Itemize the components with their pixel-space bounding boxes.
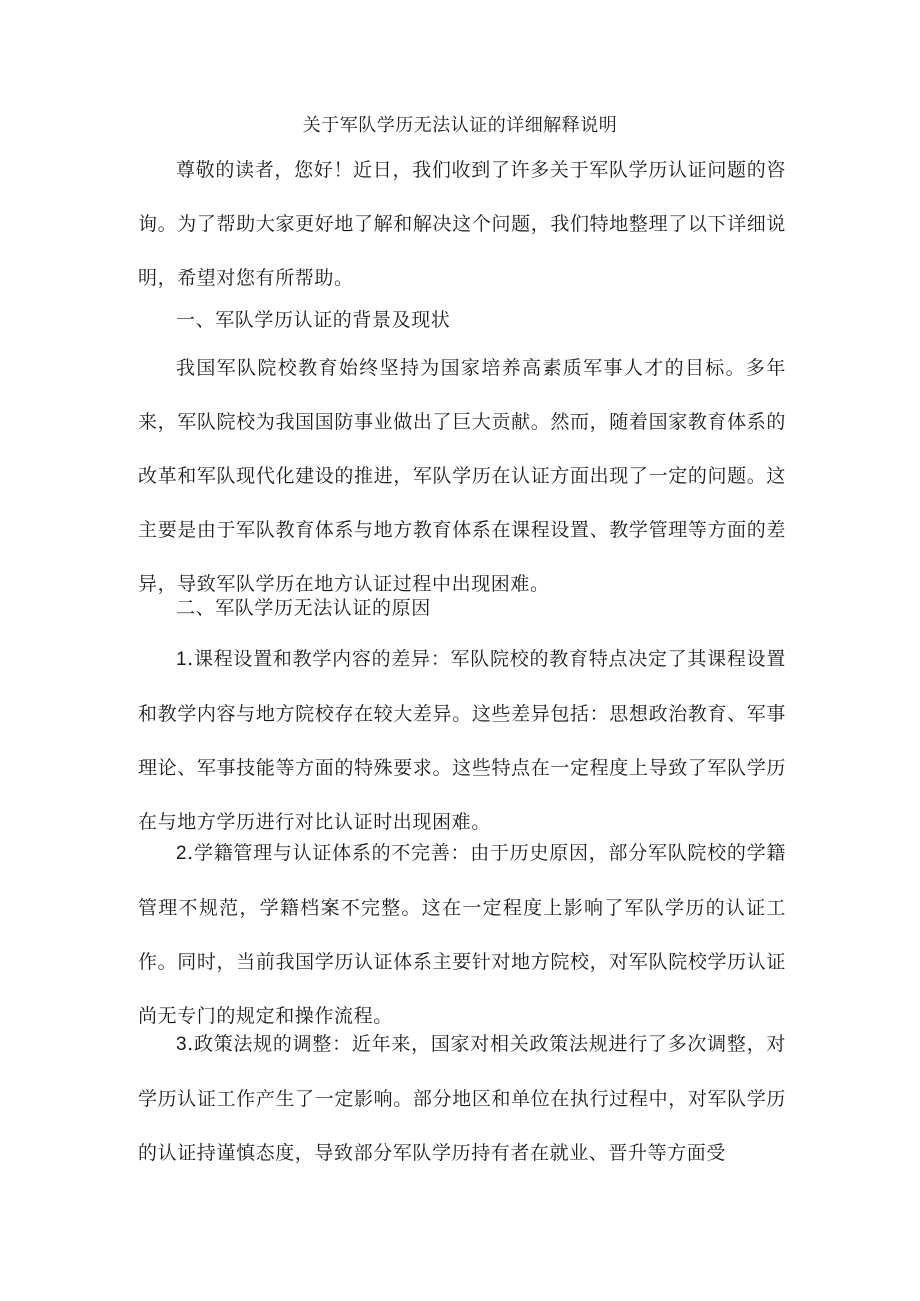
list-item-number: 1 <box>176 649 188 670</box>
section-1-heading: 一、军队学历认证的背景及现状 <box>176 309 451 331</box>
list-item-number: 2 <box>176 843 188 864</box>
intro-paragraph: 尊敬的读者，您好！近日，我们收到了许多关于军队学历认证问题的咨询。为了帮助大家更好地了解和解决这个问题，我们特地整理了以下详细说明，希望对您有所帮助。 <box>138 159 786 289</box>
list-item-text: .政策法规的调整：近年来，国家对相关政策法规进行了多次调整，对学历认证工作产生了一定影响。部分地区和单位在执行过程中，对军队学历的认证持谨慎态度，导致部分军队学历持有者在就业、晋升等方面受 <box>138 1033 786 1164</box>
document-title: 关于军队学历无法认证的详细解释说明 <box>302 115 618 136</box>
list-item-3 <box>138 1017 786 1180</box>
list-item-1 <box>138 632 786 849</box>
list-item-number: 3 <box>176 1034 188 1055</box>
list-item-text: .课程设置和教学内容的差异：军队院校的教育特点决定了其课程设置和教学内容与地方院校存在较大差异。这些差异包括：思想政治教育、军事理论、军事技能等方面的特殊要求。这些特点在一定程度上导致了军队学历在与地方学历进行对比认证时出现困难。 <box>138 648 786 833</box>
section-2-heading: 二、军队学历无法认证的原因 <box>176 597 431 619</box>
list-item-text: .学籍管理与认证体系的不完善：由于历史原因，部分军队院校的学籍管理不规范，学籍档案不完整。这在一定程度上影响了军队学历的认证工作。同时，当前我国学历认证体系主要针对地方院校，对军队院校学历认证尚无专门的规定和操作流程。 <box>138 842 786 1027</box>
list-item-2 <box>138 826 786 1043</box>
section-1-body: 我国军队院校教育始终坚持为国家培养高素质军事人才的目标。多年来，军队院校为我国国防事业做出了巨大贡献。然而，随着国家教育体系的改革和军队现代化建设的推进，军队学历在认证方面出现了一定的问题。这主要是由于军队教育体系与地方教育体系在课程设置、教学管理等方面的差异，导致军队学历在地方认证过程中出现困难。 <box>138 357 786 595</box>
